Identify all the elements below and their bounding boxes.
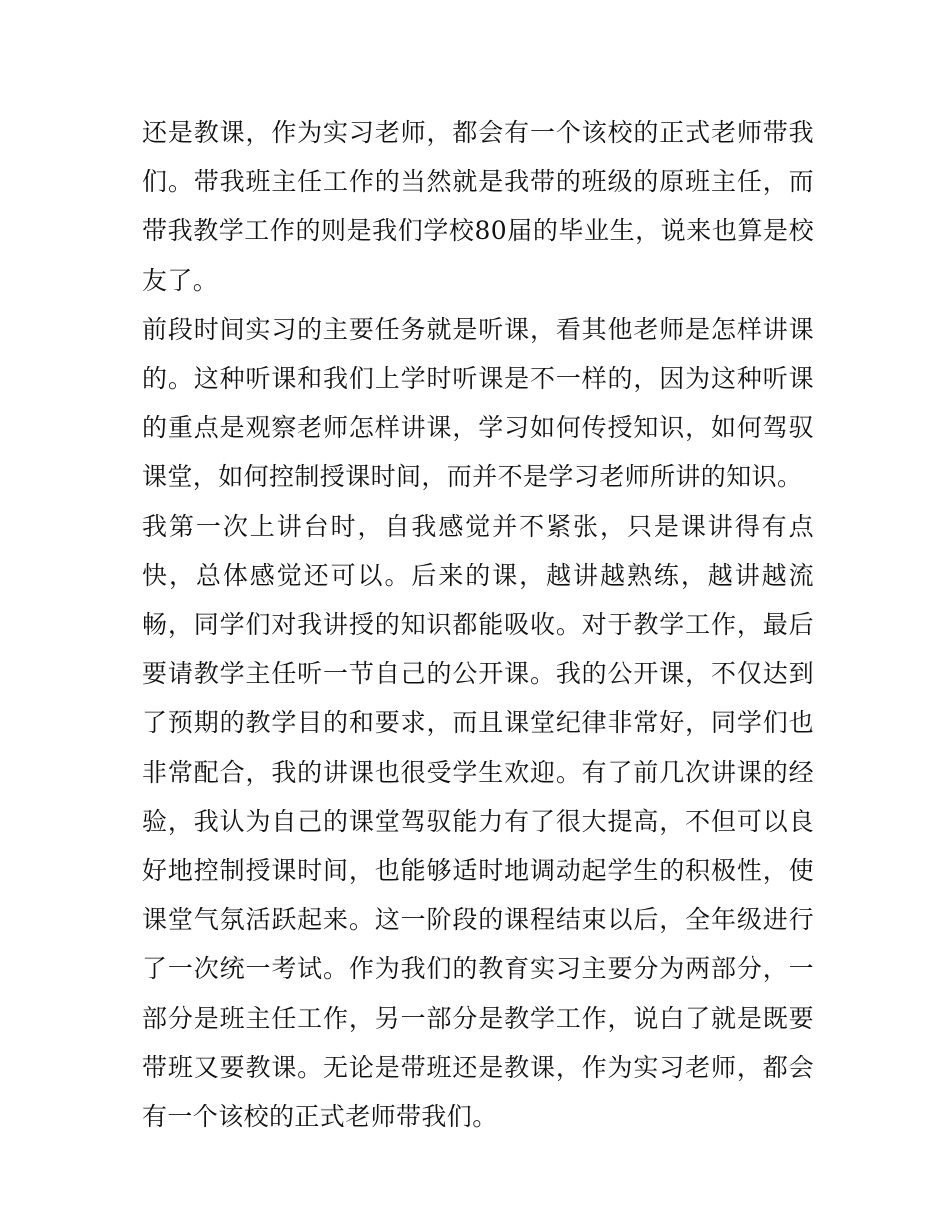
paragraph-3: 我第一次上讲台时，自我感觉并不紧张，只是课讲得有点快，总体感觉还可以。后来的课，越讲越熟练，越讲越流畅，同学们对我讲授的知识都能吸收。对于教学工作，最后要请教学主任听一节自己的公开课。我的公开课，不仅达到了预期的教学目的和要求，而且课堂纪律非常好，同学们也非常配合，我的讲课也很受学生欢迎。有了前几次讲课的经验，我认为自己的课堂驾驭能力有了很大提高，不但可以良好地控制授课时间，也能够适时地调动起学生的积极性，使课堂气氛活跃起来。这一阶段的课程结束以后，全年级进行了一次统一考试。作为我们的教育实习主要分为两部分，一部分是班主任工作，另一部分是教学工作，说白了就是既要带班又要教课。无论是带班还是教课，作为实习老师，都会有一个该校的正式老师带我们。 [142,511,814,1132]
paragraph-1: 还是教课，作为实习老师，都会有一个该校的正式老师带我们。带我班主任工作的当然就是我带的班级的原班主任，而带我教学工作的则是我们学校80届的毕业生，说来也算是校友了。 [142,118,814,295]
paragraph-2: 前段时间实习的主要任务就是听课，看其他老师是怎样讲课的。这种听课和我们上学时听课是不一样的，因为这种听课的重点是观察老师怎样讲课，学习如何传授知识，如何驾驭课堂，如何控制授课时间，而并不是学习老师所讲的知识。 [142,314,814,492]
document-body [142,108,814,1141]
